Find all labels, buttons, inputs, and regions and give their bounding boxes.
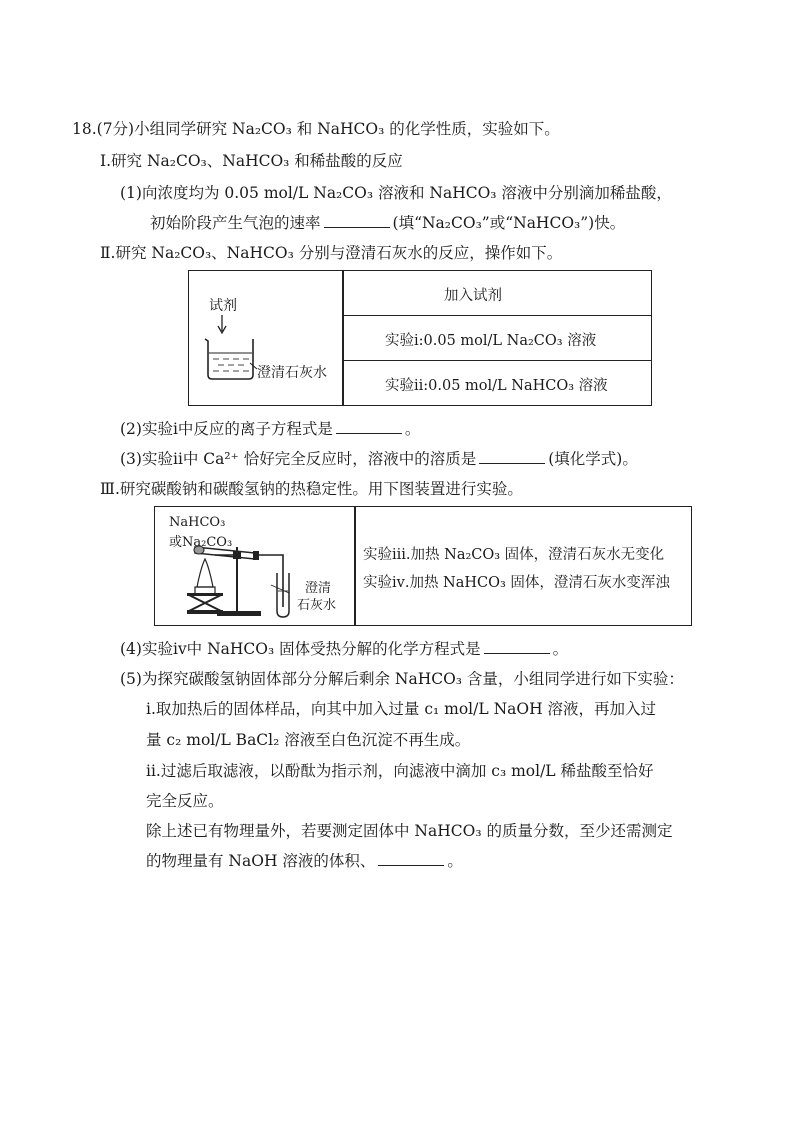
q3-line (120, 448, 638, 470)
q4-line (120, 638, 568, 660)
q4-answer-blank[interactable] (484, 638, 550, 654)
q3-hint: (填化学式)。 (548, 450, 638, 468)
experiment-3: 实验ⅲ.加热 Na₂CO₃ 固体，澄清石灰水无变化 (363, 547, 665, 563)
table-row-2: 实验ⅱ:0.05 mol/L NaHCO₃ 溶液 (385, 378, 608, 394)
q5-end: 。 (447, 852, 463, 870)
limewater-label-1: 澄清 (305, 581, 332, 596)
limewater-label: 澄清石灰水 (257, 365, 327, 381)
part3-heading: Ⅲ.研究碳酸钠和碳酸氢钠的热稳定性。用下图装置进行实验。 (100, 480, 523, 498)
part1-heading: Ⅰ.研究 Na₂CO₃、NaHCO₃ 和稀盐酸的反应 (100, 152, 403, 170)
q5-step-i-line2: 量 c₂ mol/L BaCl₂ 溶液至白色沉淀不再生成。 (146, 731, 471, 749)
heating-table (154, 506, 692, 626)
experiment-table (188, 270, 652, 406)
q3-answer-blank[interactable] (479, 448, 545, 464)
q5-end-line1: 除上述已有物理量外，若要测定固体中 NaHCO₃ 的质量分数，至少还需测定 (146, 822, 673, 840)
heating-table-divider (354, 507, 356, 625)
q3-text: (3)实验ⅱ中 Ca²⁺ 恰好完全反应时，溶液中的溶质是 (120, 450, 477, 468)
table-divider-h2 (342, 360, 651, 361)
limewater-label-2: 石灰水 (297, 598, 337, 613)
q5-line1: (5)为探究碳酸氢钠固体部分分解后剩余 NaHCO₃ 含量，小组同学进行如下实验： (120, 670, 684, 688)
q5-end-line2 (146, 850, 463, 872)
reagent-label: 试剂 (209, 298, 237, 314)
q1-hint: (填“Na₂CO₃”或“NaHCO₃”)快。 (392, 214, 626, 232)
table-row-1: 实验ⅰ:0.05 mol/L Na₂CO₃ 溶液 (385, 333, 597, 349)
table-header: 加入试剂 (444, 288, 502, 304)
table-divider-h1 (342, 315, 651, 316)
table-divider-v (342, 271, 344, 405)
part2-heading: Ⅱ.研究 Na₂CO₃、NaHCO₃ 分别与澄清石灰水的反应，操作如下。 (100, 244, 563, 262)
q5-step-ii-line1: ⅱ.过滤后取滤液，以酚酞为指示剂，向滤液中滴加 c₃ mol/L 稀盐酸至恰好 (146, 762, 654, 780)
q5-answer-blank[interactable] (378, 850, 444, 866)
q5-text: 的物理量有 NaOH 溶液的体积、 (146, 852, 376, 870)
q2-end: 。 (404, 420, 421, 438)
experiment-4: 实验ⅳ.加热 NaHCO₃ 固体，澄清石灰水变浑浊 (363, 575, 670, 591)
q1-line1: (1)向浓度均为 0.05 mol/L Na₂CO₃ 溶液和 NaHCO₃ 溶液中分别滴加稀盐酸， (120, 184, 672, 202)
q5-step-ii-line2: 完全反应。 (146, 792, 224, 810)
solid-label-1: NaHCO₃ (169, 515, 226, 530)
q1-line2 (150, 212, 625, 234)
q4-text: (4)实验ⅳ中 NaHCO₃ 固体受热分解的化学方程式是 (120, 640, 481, 658)
q2-line (120, 418, 420, 440)
q2-text: (2)实验ⅰ中反应的离子方程式是 (120, 420, 333, 438)
solid-label-2: 或Na₂CO₃ (169, 535, 233, 550)
q1-answer-blank[interactable] (324, 212, 390, 228)
q4-end: 。 (552, 640, 569, 658)
q5-step-i-line1: ⅰ.取加热后的固体样品，向其中加入过量 c₁ mol/L NaOH 溶液，再加入过 (146, 700, 657, 718)
question-header: 18.(7分)小组同学研究 Na₂CO₃ 和 NaHCO₃ 的化学性质，实验如下。 (72, 120, 560, 138)
q2-answer-blank[interactable] (336, 418, 402, 434)
q1-text: 初始阶段产生气泡的速率 (150, 214, 321, 232)
